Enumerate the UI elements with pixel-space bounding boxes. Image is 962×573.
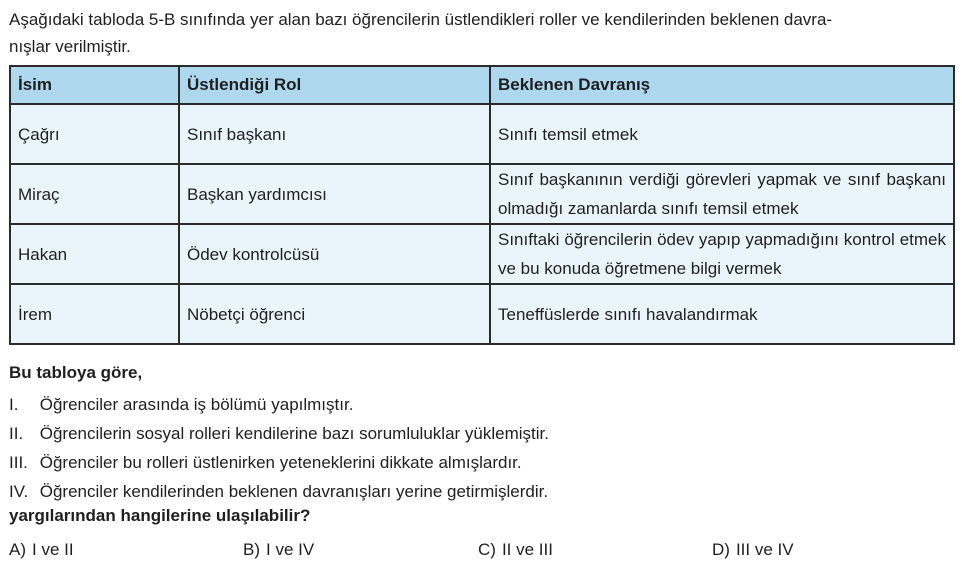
statement-list — [9, 390, 549, 506]
option-text: I ve IV — [266, 540, 315, 559]
header-name: İsim — [10, 66, 179, 104]
table-row — [10, 224, 954, 284]
cell-behavior: Sınıfı temsil etmek — [490, 104, 954, 164]
header-role: Üstlendiği Rol — [179, 66, 490, 104]
cell-name: İrem — [10, 284, 179, 344]
cell-role: Başkan yardımcısı — [179, 164, 490, 224]
statement-number: IV. — [9, 482, 29, 501]
statement-item — [9, 477, 549, 506]
cell-name: Çağrı — [10, 104, 179, 164]
option-letter: A) — [9, 540, 26, 559]
question-end: yargılarından hangilerine ulaşılabilir? — [9, 506, 311, 525]
header-behavior: Beklenen Davranış — [490, 66, 954, 104]
statement-text: Öğrenciler bu rolleri üstlenirken yeteneklerini dikkate almışlardır. — [39, 453, 522, 472]
cell-behavior: Teneffüslerde sınıfı havalandırmak — [490, 284, 954, 344]
option-d[interactable] — [712, 540, 794, 560]
table-header-row — [10, 66, 954, 104]
statement-item — [9, 419, 549, 448]
cell-behavior: Sınıf başkanının verdiği görevleri yapmak ve sınıf başkanı olmadığı zamanlarda sınıfı temsil etmek — [490, 164, 954, 224]
cell-name: Miraç — [10, 164, 179, 224]
statement-number: I. — [9, 395, 19, 414]
option-text: III ve IV — [735, 540, 794, 559]
option-text: II ve III — [501, 540, 553, 559]
option-c[interactable] — [478, 540, 553, 560]
cell-role: Ödev kontrolcüsü — [179, 224, 490, 284]
question-stem: Bu tabloya göre, — [9, 363, 143, 382]
option-letter: C) — [478, 540, 496, 559]
intro-line-2: nışlar verilmiştir. — [9, 37, 131, 56]
intro-line-1: Aşağıdaki tabloda 5-B sınıfında yer alan bazı öğrencilerin üstlendikleri roller ve kendilerinden beklenen davra- — [9, 10, 833, 29]
statement-item — [9, 390, 549, 419]
cell-behavior: Sınıftaki öğrencilerin ödev yapıp yapmadığını kontrol etmek ve bu konuda öğretmene bilgi vermek — [490, 224, 954, 284]
answer-options — [9, 540, 953, 566]
cell-name: Hakan — [10, 224, 179, 284]
option-letter: B) — [243, 540, 260, 559]
statement-text: Öğrencilerin sosyal rolleri kendilerine bazı sorumluluklar yüklemiştir. — [39, 424, 549, 443]
statement-item — [9, 448, 549, 477]
statement-text: Öğrenciler kendilerinden beklenen davranışları yerine getirmişlerdir. — [39, 482, 549, 501]
cell-role: Sınıf başkanı — [179, 104, 490, 164]
option-text: I ve II — [32, 540, 74, 559]
statement-number: II. — [9, 424, 24, 443]
roles-table — [9, 65, 955, 345]
table-row — [10, 164, 954, 224]
cell-role: Nöbetçi öğrenci — [179, 284, 490, 344]
option-letter: D) — [712, 540, 730, 559]
table-row — [10, 284, 954, 344]
statement-text: Öğrenciler arasında iş bölümü yapılmıştır. — [39, 395, 354, 414]
statement-number: III. — [9, 453, 28, 472]
option-a[interactable] — [9, 540, 74, 560]
option-b[interactable] — [243, 540, 314, 560]
table-row — [10, 104, 954, 164]
intro-text — [9, 6, 953, 60]
